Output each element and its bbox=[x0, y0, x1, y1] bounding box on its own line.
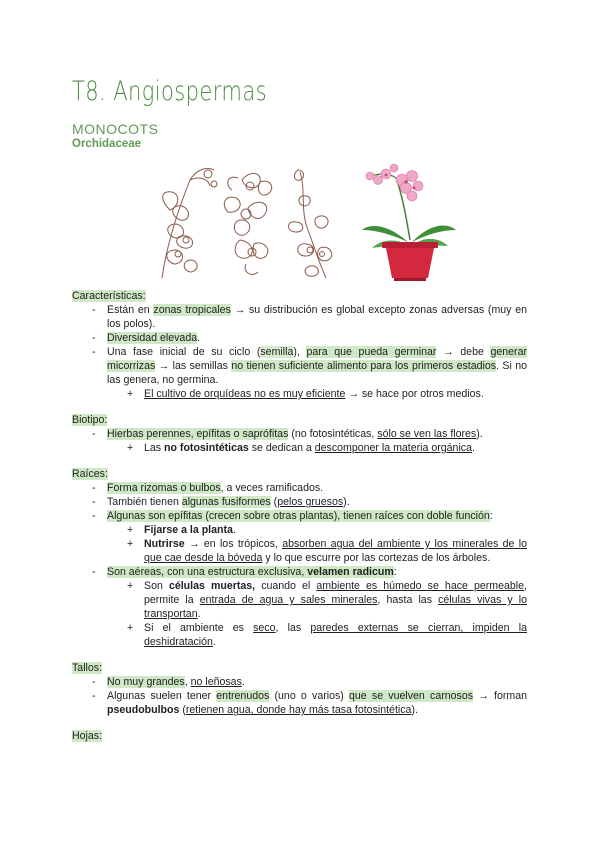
orchid-stem-sketch-icon bbox=[289, 170, 332, 278]
sub-list-item: + Las no fotosintéticas se dedican a descomponer la materia orgánica. bbox=[72, 441, 527, 455]
heading-raices: Raíces: bbox=[72, 468, 108, 480]
list-item: - Diversidad elevada. bbox=[72, 331, 527, 345]
heading-biotipo: Biotipo: bbox=[72, 414, 108, 426]
document-body bbox=[72, 289, 527, 743]
list-item: - También tienen algunas fusiformes (pelos gruesos). bbox=[72, 495, 527, 509]
list-item: - Forma rizomas o bulbos, a veces ramificados. bbox=[72, 481, 527, 495]
heading-caracteristicas: Características: bbox=[72, 290, 146, 302]
list-tallos bbox=[72, 675, 527, 717]
sub-list-item: + Son células muertas, cuando el ambiente es húmedo se hace permeable, permite la entrada de agua y sales minerales, hasta las células vivas y lo transportan. bbox=[72, 579, 527, 621]
list-caracteristicas bbox=[72, 303, 527, 401]
sub-list-item: + Fijarse a la planta. bbox=[72, 523, 527, 537]
list-item: - Algunas son epífitas (crecen sobre otras plantas), tienen raíces con doble función: bbox=[72, 509, 527, 523]
list-item: - Hierbas perennes, epífitas o saprófitas (no fotosintéticas, sólo se ven las flores). bbox=[72, 427, 527, 441]
sub-list-item: + El cultivo de orquídeas no es muy eficiente → se hace por otros medios. bbox=[72, 387, 527, 401]
list-item: - Están en zonas tropicales → su distribución es global excepto zonas adversas (muy en los polos). bbox=[72, 303, 527, 331]
orchid-flowers-sketch-icon bbox=[224, 173, 271, 274]
list-raices bbox=[72, 481, 527, 649]
section-subtitle: MONOCOTS bbox=[72, 121, 159, 137]
page-title: T8. Angiospermas bbox=[72, 76, 267, 107]
list-item: - Una fase inicial de su ciclo (semilla), para que pueda germinar → debe generar micorrizas → las semillas no tienen suficiente alimento para los primeros estadios. Si no las genera, no germina. bbox=[72, 345, 527, 387]
orchid-sketch-icon bbox=[162, 168, 217, 278]
list-item: - No muy grandes, no leñosas. bbox=[72, 675, 527, 689]
list-item: - Son aéreas, con una estructura exclusiva, velamen radicum: bbox=[72, 565, 527, 579]
sub-list-item: + Nutrirse → en los trópicos, absorben agua del ambiente y los minerales de lo que cae desde la bóveda y lo que escurre por las cortezas de los árboles. bbox=[72, 537, 527, 565]
list-biotipo bbox=[72, 427, 527, 455]
orchid-illustrations bbox=[150, 160, 460, 285]
heading-tallos: Tallos: bbox=[72, 662, 103, 674]
sub-list-item: + Si el ambiente es seco, las paredes externas se cierran, impiden la deshidratación. bbox=[72, 621, 527, 649]
list-item: - Algunas suelen tener entrenudos (uno o varios) que se vuelven carnosos → forman pseudobulbos (retienen agua, donde hay más tasa fotosintética). bbox=[72, 689, 527, 717]
potted-pink-orchid-icon bbox=[362, 164, 456, 281]
heading-hojas: Hojas: bbox=[72, 730, 103, 742]
family-name: Orchidaceae bbox=[72, 138, 142, 150]
